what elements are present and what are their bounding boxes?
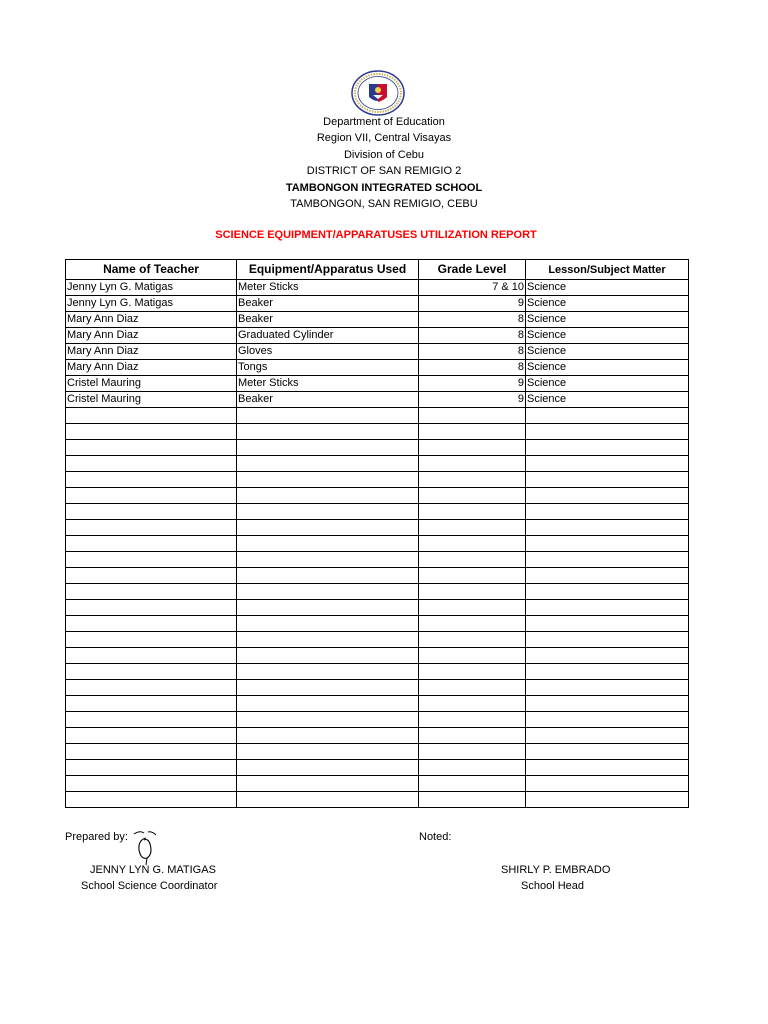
cell-grade <box>419 424 526 440</box>
cell-grade <box>419 568 526 584</box>
cell-lesson <box>526 504 689 520</box>
cell-lesson <box>526 728 689 744</box>
cell-lesson: Science <box>526 328 689 344</box>
cell-equipment: Beaker <box>237 296 419 312</box>
cell-lesson <box>526 424 689 440</box>
cell-lesson <box>526 408 689 424</box>
empty-table-row <box>66 520 689 536</box>
cell-teacher <box>66 600 237 616</box>
col-header-equipment: Equipment/Apparatus Used <box>237 260 419 280</box>
empty-table-row <box>66 440 689 456</box>
empty-table-row <box>66 648 689 664</box>
empty-table-row <box>66 568 689 584</box>
cell-equipment <box>237 616 419 632</box>
cell-grade <box>419 488 526 504</box>
cell-lesson <box>526 568 689 584</box>
preparer-title: School Science Coordinator <box>81 880 218 892</box>
table-row <box>66 392 689 408</box>
cell-equipment: Graduated Cylinder <box>237 328 419 344</box>
cell-lesson: Science <box>526 376 689 392</box>
cell-equipment: Gloves <box>237 344 419 360</box>
cell-teacher: Jenny Lyn G. Matigas <box>66 280 237 296</box>
cell-grade <box>419 616 526 632</box>
cell-grade <box>419 632 526 648</box>
cell-equipment <box>237 792 419 808</box>
cell-equipment <box>237 552 419 568</box>
cell-grade <box>419 584 526 600</box>
col-header-teacher: Name of Teacher <box>66 260 237 280</box>
cell-teacher: Mary Ann Diaz <box>66 344 237 360</box>
empty-table-row <box>66 536 689 552</box>
signature <box>130 828 164 866</box>
cell-grade <box>419 712 526 728</box>
empty-table-row <box>66 760 689 776</box>
table-row <box>66 376 689 392</box>
cell-teacher: Cristel Mauring <box>66 376 237 392</box>
deped-seal-logo <box>351 70 405 116</box>
cell-equipment: Beaker <box>237 392 419 408</box>
cell-teacher <box>66 488 237 504</box>
school-name: TAMBONGON INTEGRATED SCHOOL <box>285 182 483 194</box>
cell-teacher <box>66 440 237 456</box>
cell-grade <box>419 520 526 536</box>
cell-lesson: Science <box>526 280 689 296</box>
cell-grade <box>419 552 526 568</box>
cell-grade: 8 <box>419 360 526 376</box>
cell-grade <box>419 600 526 616</box>
cell-grade: 8 <box>419 312 526 328</box>
empty-table-row <box>66 696 689 712</box>
cell-equipment <box>237 776 419 792</box>
empty-table-row <box>66 488 689 504</box>
cell-teacher: Jenny Lyn G. Matigas <box>66 296 237 312</box>
cell-teacher: Mary Ann Diaz <box>66 360 237 376</box>
cell-equipment: Meter Sticks <box>237 376 419 392</box>
district-name: DISTRICT OF SAN REMIGIO 2 <box>306 165 462 177</box>
cell-grade <box>419 760 526 776</box>
col-header-lesson: Lesson/Subject Matter <box>526 260 689 280</box>
cell-teacher <box>66 520 237 536</box>
cell-teacher <box>66 776 237 792</box>
table-row <box>66 296 689 312</box>
cell-lesson <box>526 744 689 760</box>
cell-grade <box>419 440 526 456</box>
cell-lesson: Science <box>526 392 689 408</box>
utilization-table <box>65 259 689 808</box>
cell-teacher <box>66 792 237 808</box>
cell-grade <box>419 744 526 760</box>
cell-teacher <box>66 696 237 712</box>
cell-equipment <box>237 744 419 760</box>
division-name: Division of Cebu <box>343 149 425 161</box>
table-row <box>66 328 689 344</box>
table-body <box>66 280 689 808</box>
cell-teacher <box>66 504 237 520</box>
cell-teacher <box>66 680 237 696</box>
empty-table-row <box>66 584 689 600</box>
table-row <box>66 280 689 296</box>
cell-equipment <box>237 600 419 616</box>
cell-lesson <box>526 616 689 632</box>
cell-lesson <box>526 632 689 648</box>
cell-grade <box>419 696 526 712</box>
cell-lesson <box>526 440 689 456</box>
cell-teacher <box>66 760 237 776</box>
cell-lesson: Science <box>526 344 689 360</box>
cell-equipment <box>237 632 419 648</box>
cell-equipment <box>237 424 419 440</box>
cell-teacher <box>66 664 237 680</box>
cell-teacher <box>66 568 237 584</box>
cell-lesson: Science <box>526 296 689 312</box>
cell-teacher <box>66 536 237 552</box>
empty-table-row <box>66 664 689 680</box>
cell-teacher <box>66 712 237 728</box>
report-title: SCIENCE EQUIPMENT/APPARATUSES UTILIZATION REPORT <box>215 229 537 241</box>
cell-grade <box>419 408 526 424</box>
cell-equipment: Meter Sticks <box>237 280 419 296</box>
cell-teacher: Cristel Mauring <box>66 392 237 408</box>
cell-equipment <box>237 584 419 600</box>
empty-table-row <box>66 424 689 440</box>
empty-table-row <box>66 680 689 696</box>
cell-grade: 9 <box>419 376 526 392</box>
preparer-name: JENNY LYN G. MATIGAS <box>90 864 216 876</box>
cell-lesson <box>526 456 689 472</box>
school-head-title: School Head <box>521 880 584 892</box>
empty-table-row <box>66 600 689 616</box>
table-header-row <box>66 260 689 280</box>
cell-teacher <box>66 728 237 744</box>
cell-lesson <box>526 776 689 792</box>
cell-lesson <box>526 664 689 680</box>
empty-table-row <box>66 472 689 488</box>
table-row <box>66 360 689 376</box>
cell-teacher <box>66 648 237 664</box>
cell-teacher: Mary Ann Diaz <box>66 328 237 344</box>
cell-teacher <box>66 456 237 472</box>
cell-equipment <box>237 456 419 472</box>
cell-lesson <box>526 680 689 696</box>
cell-equipment <box>237 472 419 488</box>
cell-teacher <box>66 632 237 648</box>
cell-grade <box>419 792 526 808</box>
cell-grade <box>419 728 526 744</box>
empty-table-row <box>66 408 689 424</box>
cell-grade: 7 & 10 <box>419 280 526 296</box>
cell-lesson <box>526 472 689 488</box>
empty-table-row <box>66 616 689 632</box>
cell-equipment: Tongs <box>237 360 419 376</box>
cell-equipment <box>237 536 419 552</box>
cell-equipment <box>237 568 419 584</box>
cell-equipment <box>237 680 419 696</box>
cell-equipment <box>237 696 419 712</box>
cell-teacher <box>66 552 237 568</box>
empty-table-row <box>66 776 689 792</box>
cell-equipment <box>237 440 419 456</box>
cell-lesson: Science <box>526 312 689 328</box>
cell-lesson <box>526 696 689 712</box>
cell-equipment <box>237 664 419 680</box>
cell-equipment <box>237 648 419 664</box>
cell-lesson: Science <box>526 360 689 376</box>
cell-lesson <box>526 552 689 568</box>
empty-table-row <box>66 712 689 728</box>
department-name: Department of Education <box>323 116 445 128</box>
cell-equipment <box>237 408 419 424</box>
cell-lesson <box>526 520 689 536</box>
cell-lesson <box>526 792 689 808</box>
empty-table-row <box>66 632 689 648</box>
empty-table-row <box>66 504 689 520</box>
noted-label: Noted: <box>419 831 452 843</box>
table-row <box>66 312 689 328</box>
school-head-name: SHIRLY P. EMBRADO <box>501 864 611 876</box>
cell-lesson <box>526 584 689 600</box>
cell-lesson <box>526 712 689 728</box>
region-name: Region VII, Central Visayas <box>316 132 452 144</box>
cell-teacher <box>66 616 237 632</box>
cell-lesson <box>526 760 689 776</box>
cell-grade: 9 <box>419 296 526 312</box>
cell-grade <box>419 456 526 472</box>
table-row <box>66 344 689 360</box>
cell-grade: 9 <box>419 392 526 408</box>
empty-table-row <box>66 456 689 472</box>
cell-teacher <box>66 424 237 440</box>
cell-grade: 8 <box>419 344 526 360</box>
cell-grade: 8 <box>419 328 526 344</box>
col-header-grade: Grade Level <box>419 260 526 280</box>
cell-equipment: Beaker <box>237 312 419 328</box>
cell-teacher <box>66 408 237 424</box>
cell-lesson <box>526 536 689 552</box>
cell-grade <box>419 472 526 488</box>
cell-grade <box>419 680 526 696</box>
school-address: TAMBONGON, SAN REMIGIO, CEBU <box>290 198 478 210</box>
cell-equipment <box>237 488 419 504</box>
cell-equipment <box>237 728 419 744</box>
cell-lesson <box>526 488 689 504</box>
empty-table-row <box>66 552 689 568</box>
cell-grade <box>419 664 526 680</box>
cell-lesson <box>526 600 689 616</box>
empty-table-row <box>66 728 689 744</box>
cell-equipment <box>237 712 419 728</box>
cell-equipment <box>237 760 419 776</box>
cell-grade <box>419 504 526 520</box>
prepared-by-label: Prepared by: <box>65 831 128 843</box>
cell-grade <box>419 648 526 664</box>
cell-grade <box>419 776 526 792</box>
cell-lesson <box>526 648 689 664</box>
cell-teacher <box>66 744 237 760</box>
empty-table-row <box>66 744 689 760</box>
empty-table-row <box>66 792 689 808</box>
cell-equipment <box>237 520 419 536</box>
cell-teacher: Mary Ann Diaz <box>66 312 237 328</box>
cell-teacher <box>66 472 237 488</box>
cell-equipment <box>237 504 419 520</box>
cell-teacher <box>66 584 237 600</box>
cell-grade <box>419 536 526 552</box>
